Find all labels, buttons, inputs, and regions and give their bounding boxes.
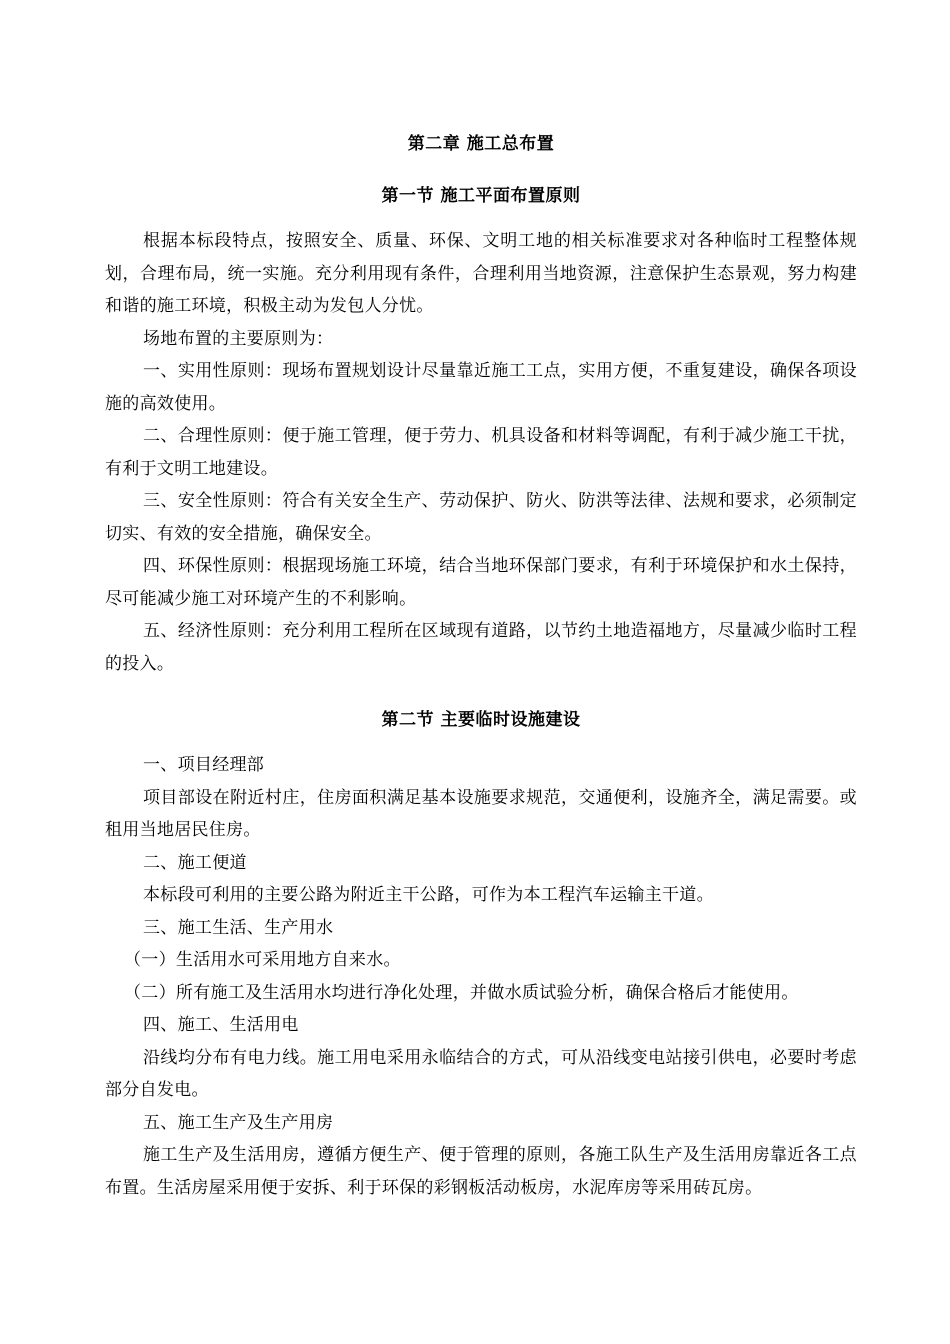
paragraph: 二、合理性原则：便于施工管理，便于劳力、机具设备和材料等调配，有利于减少施工干扰，有利于文明工地建设。	[105, 426, 857, 479]
section-2-title: 第二节 主要临时设施建设	[381, 710, 581, 730]
paragraph: 沿线均分布有电力线。施工用电采用永临结合的方式，可从沿线变电站接引供电，必要时考虑部分自发电。	[105, 1047, 857, 1100]
paragraph: 本标段可利用的主要公路为附近主干公路，可作为本工程汽车运输主干道。	[143, 885, 714, 905]
paragraph: 三、施工生活、生产用水	[143, 917, 334, 938]
paragraph: 三、安全性原则：符合有关安全生产、劳动保护、防火、防洪等法律、法规和要求，必须制定切实、有效的安全措施，确保安全。	[105, 491, 857, 544]
section-1-title: 第一节 施工平面布置原则	[381, 186, 581, 206]
paragraph: 四、施工、生活用电	[143, 1015, 299, 1035]
paragraph: 场地布置的主要原则为：	[143, 328, 334, 349]
section-1	[105, 184, 857, 680]
paragraph: 一、实用性原则：现场布置规划设计尽量靠近施工工点，实用方便，不重复建设，确保各项设施的高效使用。	[105, 361, 857, 414]
paragraph: （二）所有施工及生活用水均进行净化处理，并做水质试验分析，确保合格后才能使用。	[124, 982, 799, 1003]
paragraph: 五、经济性原则：充分利用工程所在区域现有道路，以节约土地造福地方，尽量减少临时工程的投入。	[105, 621, 857, 674]
paragraph: 项目部设在附近村庄，住房面积满足基本设施要求规范，交通便利，设施齐全，满足需要。或租用当地居民住房。	[105, 787, 857, 840]
paragraph: 二、施工便道	[143, 852, 247, 873]
chapter-title: 第二章 施工总布置	[407, 134, 555, 154]
paragraph: （一）生活用水可采用地方自来水。	[124, 950, 401, 970]
paragraph: 四、环保性原则：根据现场施工环境，结合当地环保部门要求，有利于环境保护和水土保持，尽可能减少施工对环境产生的不利影响。	[105, 556, 857, 609]
section-2	[105, 708, 857, 1204]
paragraph: 根据本标段特点，按照安全、质量、环保、文明工地的相关标准要求对各种临时工程整体规划，合理布局，统一实施。充分利用现有条件，合理利用当地资源，注意保护生态景观，努力构建和谐的施工环境，积极主动为发包人分忧。	[105, 231, 857, 316]
paragraph: 施工生产及生活用房，遵循方便生产、便于管理的原则，各施工队生产及生活用房靠近各工点布置。生活房屋采用便于安拆、利于环保的彩钢板活动板房，水泥库房等采用砖瓦房。	[105, 1145, 857, 1198]
paragraph: 五、施工生产及生产用房	[143, 1112, 334, 1133]
paragraph: 一、项目经理部	[143, 755, 265, 775]
